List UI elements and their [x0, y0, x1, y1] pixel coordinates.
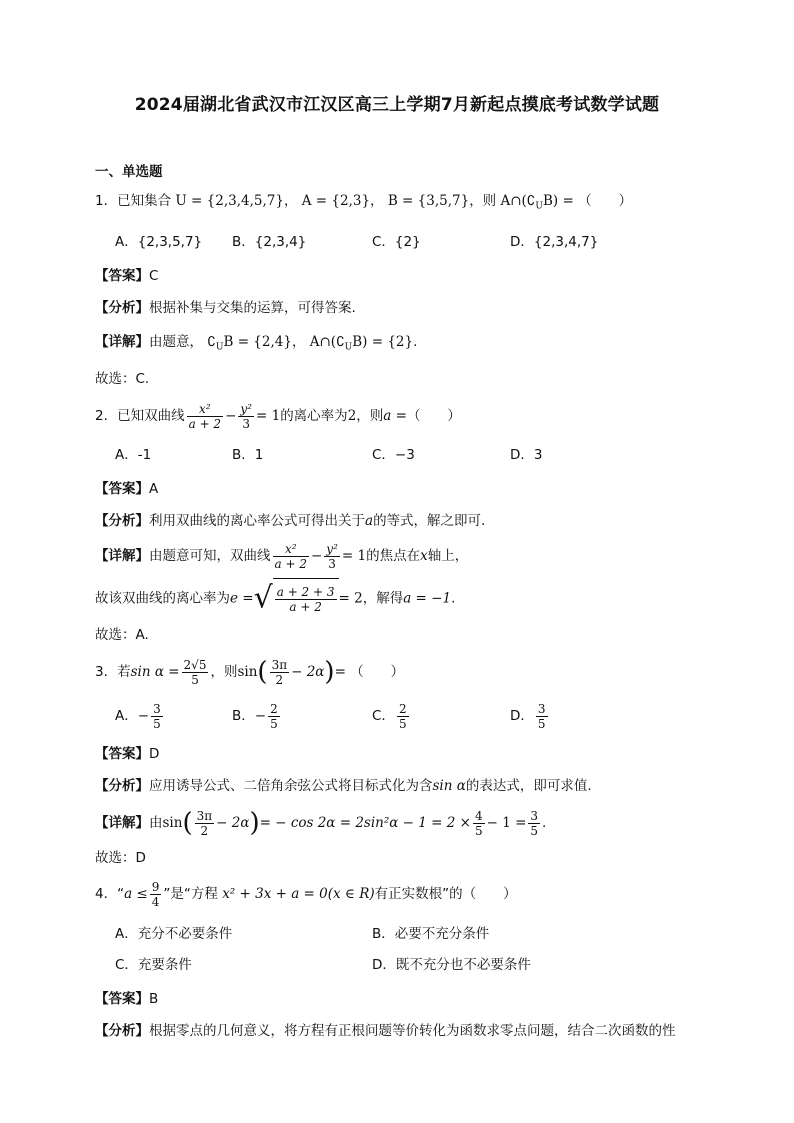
- option-c: C．{2}: [372, 234, 421, 250]
- analysis-text-end: 的表达式，即可求值.: [465, 778, 592, 794]
- analysis-label: 【分析】: [95, 513, 149, 529]
- answer-value: A: [149, 481, 159, 497]
- question-2: [95, 398, 461, 434]
- question-text-mid: ，则: [469, 193, 497, 209]
- analysis-text: 根据补集与交集的运算，可得答案.: [149, 300, 356, 316]
- equals-two: = 2: [338, 590, 363, 607]
- question-4: 4．“a ≤ $\frac{9}{4}$ ”是“方程 x² + 3x + a = 0(x ∈ R)有正实数根”的（ ）: [95, 879, 517, 909]
- math-e-eq: e =: [230, 590, 254, 607]
- answer-value: C: [149, 268, 159, 284]
- detail-3: 【详解】由sin( $\frac{3\pi}{2}$ − 2α)= − cos 2α = 2sin²α − 1 = 2 × $\frac{4}{5}$ − 1 = $\frac{3}{5}$ .: [95, 808, 547, 838]
- analysis-text: 根据零点的几何意义，将方程有正根问题等价转化为函数求零点问题，结合二次函数的性: [149, 1023, 676, 1039]
- math-result-2: B) = {2}: [352, 334, 414, 350]
- pick-label: 故选：: [95, 850, 136, 866]
- detail-text: 由题意，: [149, 334, 203, 350]
- minus-sign: −: [225, 408, 237, 424]
- analysis-label: 【分析】: [95, 300, 149, 316]
- pick-2: [95, 626, 149, 644]
- quote-open: “: [117, 886, 125, 902]
- sqrt-expression: √ $\frac{a + 2 + 3}{a + 2}$: [254, 578, 339, 619]
- solve-text: ，解得: [362, 590, 404, 607]
- analysis-label: 【分析】: [95, 1023, 149, 1039]
- math-condition: a ≤: [124, 886, 148, 902]
- detail-text: 由题意可知，双曲线: [149, 548, 271, 564]
- period: .: [451, 590, 456, 607]
- answer-2: [95, 480, 158, 498]
- math-sub-U: U: [535, 201, 543, 212]
- pick-label: 故选：: [95, 627, 136, 643]
- option-a: A．− $\frac{3}{5}$: [115, 701, 161, 731]
- detail-label: 【详解】: [95, 548, 149, 564]
- question-text-ask: ，则: [356, 408, 384, 424]
- option-b: B．{2,3,4}: [232, 234, 307, 250]
- question-number: 2．: [95, 408, 118, 424]
- equals-one: = 1: [341, 548, 367, 564]
- analysis-text: 应用诱导公式、二倍角余弦公式将目标式化为含: [149, 778, 433, 794]
- option-c: C．−3: [372, 447, 415, 463]
- analysis-text: 利用双曲线的离心率公式可得出关于: [149, 513, 365, 529]
- math-a-eq: a =: [383, 408, 407, 424]
- option-d: D．既不充分也不必要条件: [372, 957, 531, 973]
- math-sin-a: sin α: [432, 778, 466, 794]
- analysis-1: [95, 299, 356, 317]
- question-text: 已知集合: [117, 193, 172, 209]
- math-a: a: [365, 513, 374, 529]
- analysis-label: 【分析】: [95, 778, 149, 794]
- answer-value: D: [149, 746, 160, 762]
- fraction-3pi: $\frac{3\pi}{2}$: [271, 657, 288, 687]
- fraction-y: $\frac{\text{y²}}{3}$: [326, 541, 338, 571]
- answer-label: 【答案】: [95, 268, 149, 284]
- question-text-end: 有正实数根”的（ ）: [374, 886, 517, 902]
- equals-one: = 1: [255, 408, 281, 424]
- math-equation: x² + 3x + a = 0(x ∈ R): [222, 886, 375, 902]
- answer-3: [95, 745, 159, 763]
- math-result-1: B = {2,4}: [223, 334, 292, 350]
- question-text: ”是“方程: [163, 886, 218, 902]
- question-1: 1．已知集合 U = {2,3,4,5,7}， A = {2,3}， B = {3,5,7}，则 $A\cap(∁_UB)$ = （ ）: [95, 193, 633, 212]
- question-number: 3．: [95, 664, 118, 680]
- math-expr-end: B) = （ ）: [543, 193, 633, 209]
- detail-text: 由: [149, 815, 163, 831]
- analysis-3: [95, 777, 592, 795]
- option-d: D． $\frac{3}{5}$: [510, 701, 546, 731]
- question-text: 若: [117, 664, 131, 680]
- answer-label: 【答案】: [95, 991, 149, 1007]
- detail-text: 故该双曲线的离心率为: [95, 590, 230, 607]
- answer-4: [95, 990, 158, 1008]
- option-b: B．必要不充分条件: [372, 926, 490, 942]
- math-x: x: [420, 548, 428, 564]
- analysis-text-end: 的等式，解之即可.: [373, 513, 486, 529]
- math-A: A = {2,3}: [301, 193, 371, 209]
- detail-label: 【详解】: [95, 334, 149, 350]
- answer-value: B: [149, 991, 159, 1007]
- math-solution: a = −1: [403, 590, 452, 607]
- question-text-mid: 的离心率为: [280, 408, 348, 424]
- pick-value: D: [135, 850, 146, 866]
- math-B: B = {3,5,7}: [387, 193, 470, 209]
- math-minus-2a: − 2α: [291, 664, 325, 680]
- detail-2: [95, 538, 468, 574]
- pick-value: A.: [135, 627, 149, 643]
- question-paren: = （ ）: [334, 664, 405, 680]
- math-expr-2: A∩(∁: [309, 334, 345, 350]
- analysis-2: [95, 512, 485, 530]
- option-a: A．充分不必要条件: [115, 926, 233, 942]
- math-chain-end: − 1 =: [486, 815, 527, 831]
- question-text-mid: ，则: [210, 664, 238, 680]
- pick-1: [95, 370, 149, 388]
- math-expr: A∩(∁: [500, 193, 536, 209]
- answer-label: 【答案】: [95, 481, 149, 497]
- option-c: C． $\frac{2}{5}$: [372, 701, 407, 731]
- math-sub-U: U: [215, 342, 224, 353]
- fraction-y: $\frac{\text{y²}}{3}$: [240, 401, 252, 431]
- math-sin-2: sin: [237, 664, 258, 680]
- answer-1: [95, 267, 158, 285]
- analysis-4: [95, 1022, 676, 1040]
- option-a: A．-1: [115, 447, 152, 463]
- question-3: 3．若sin α = $\frac{2√5}{5}$ ，则sin( $\frac{3\pi}{2}$ − 2α)= （ ）: [95, 657, 405, 687]
- option-d: D．3: [510, 447, 543, 463]
- question-number: 4．: [95, 886, 118, 902]
- fraction-2sqrt5: $\frac{2√5}{5}$: [183, 657, 207, 687]
- math-chain: = − cos 2α = 2sin²α − 1 = 2 ×: [259, 815, 471, 831]
- question-text: 已知双曲线: [117, 408, 185, 424]
- detail-1: 【详解】由题意， $∁_UB = \{2,4\}$， $A\cap(∁_UB) = \{2\}$.: [95, 334, 418, 353]
- option-d: D．{2,3,4,7}: [510, 234, 599, 250]
- fraction-x: $\frac{\text{x²}}{a + 2}$: [188, 401, 222, 431]
- question-paren: （ ）: [406, 408, 461, 424]
- detail-label: 【详解】: [95, 815, 149, 831]
- fraction-x: $\frac{\text{x²}}{a + 2}$: [274, 541, 307, 571]
- pick-value: C.: [135, 371, 150, 387]
- math-sin: sin α =: [130, 664, 180, 680]
- math-minus-2a: − 2α: [216, 815, 250, 831]
- math-complement: ∁: [207, 334, 216, 350]
- section-heading: 一、单选题: [95, 164, 163, 180]
- option-b: B．− $\frac{2}{5}$: [232, 701, 278, 731]
- detail-text-mid: 的焦点在: [366, 548, 421, 564]
- minus-sign: −: [310, 548, 323, 564]
- page-title: 2024届湖北省武汉市江汉区高三上学期7月新起点摸底考试数学试题: [134, 95, 660, 115]
- detail-2-line2: [95, 578, 455, 619]
- option-b: B．1: [232, 447, 264, 463]
- math-sub-U: U: [344, 342, 353, 353]
- pick-label: 故选：: [95, 371, 136, 387]
- math-two: 2: [347, 408, 357, 424]
- answer-label: 【答案】: [95, 746, 149, 762]
- math-U: U = {2,3,4,5,7}: [175, 193, 284, 209]
- pick-3: [95, 849, 146, 867]
- question-number: 1．: [95, 193, 118, 209]
- detail-text-end: 轴上，: [427, 548, 469, 564]
- option-c: C．充要条件: [115, 957, 192, 973]
- option-a: A．{2,3,5,7}: [115, 234, 203, 250]
- math-sin: sin: [162, 815, 183, 831]
